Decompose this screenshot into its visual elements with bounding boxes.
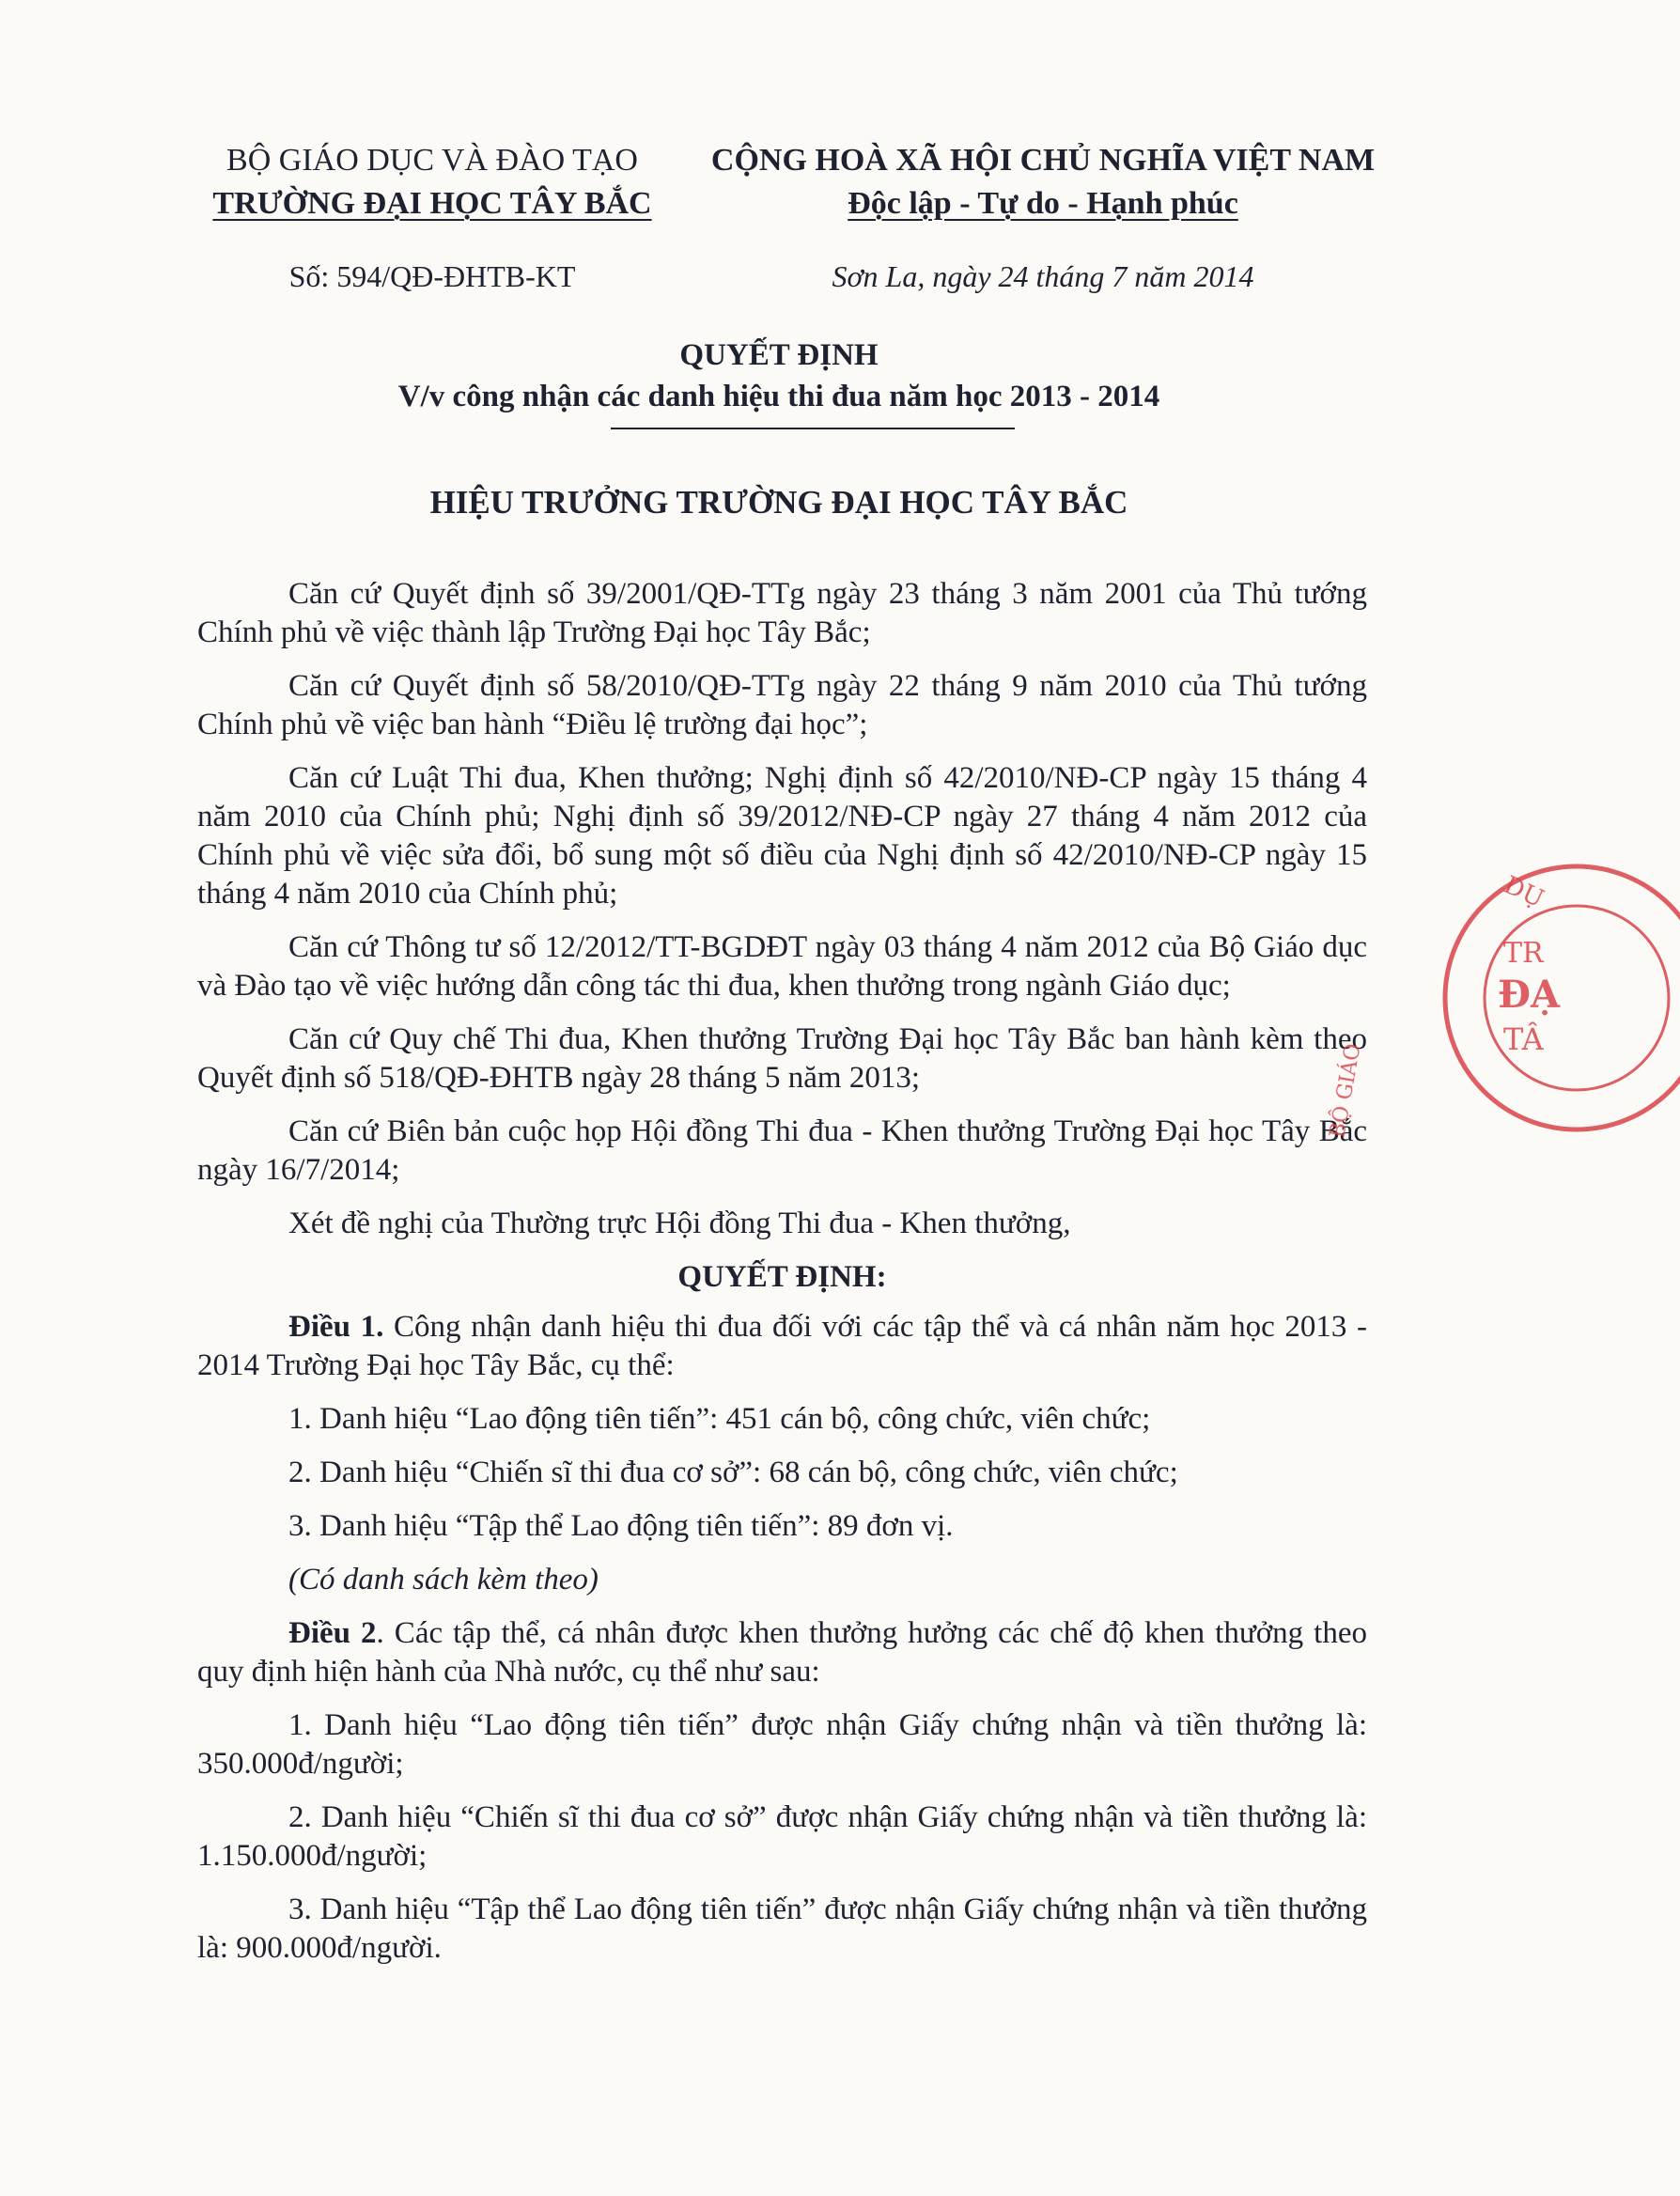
title-divider — [611, 428, 1015, 429]
legal-basis-4: Căn cứ Thông tư số 12/2012/TT-BGDĐT ngày 03 tháng 4 năm 2012 của Bộ Giáo dục và Đào tạo về việc hướng dẫn công tác thi đua, khen thưởng trong ngành Giáo dục; — [197, 930, 1367, 1003]
stamp-text-line1: TR — [1503, 937, 1544, 970]
legal-basis-2: Căn cứ Quyết định số 58/2010/QĐ-TTg ngày 22 tháng 9 năm 2010 của Thủ tướng Chính phủ về việc ban hành “Điều lệ trường đại học”; — [197, 669, 1367, 741]
university-name: TRƯỜNG ĐẠI HỌC TÂY BẮC — [212, 186, 652, 221]
article-1-item-1: 1. Danh hiệu “Lao động tiên tiến”: 451 cán bộ, công chức, viên chức; — [288, 1402, 1151, 1436]
article-1-text: Công nhận danh hiệu thi đua đối với các tập thể và cá nhân năm học 2013 - 2014 Trường Đại học Tây Bắc, cụ thể: — [197, 1310, 1367, 1382]
decision-heading: QUYẾT ĐỊNH: — [677, 1260, 887, 1294]
article-2-label: Điều 2 — [288, 1616, 377, 1650]
legal-basis-1: Căn cứ Quyết định số 39/2001/QĐ-TTg ngày 23 tháng 3 năm 2001 của Thủ tướng Chính phủ về việc thành lập Trường Đại học Tây Bắc; — [197, 577, 1367, 649]
article-2-item-3: 3. Danh hiệu “Tập thể Lao động tiên tiến” được nhận Giấy chứng nhận và tiền thưởng là: 900.000đ/người. — [197, 1892, 1367, 1965]
issuing-authority: HIỆU TRƯỞNG TRƯỜNG ĐẠI HỌC TÂY BẮC — [429, 484, 1128, 521]
article-1-item-3: 3. Danh hiệu “Tập thể Lao động tiên tiến”: 89 đơn vị. — [288, 1509, 954, 1543]
attachment-note: (Có danh sách kèm theo) — [288, 1563, 599, 1596]
article-2-item-1: 1. Danh hiệu “Lao động tiên tiến” được nhận Giấy chứng nhận và tiền thưởng là: 350.000đ/người; — [197, 1708, 1367, 1781]
document-type: QUYẾT ĐỊNH — [679, 338, 879, 372]
legal-basis-6: Căn cứ Biên bản cuộc họp Hội đồng Thi đua - Khen thưởng Trường Đại học Tây Bắc ngày 16/7/2014; — [197, 1114, 1367, 1187]
article-2-item-2: 2. Danh hiệu “Chiến sĩ thi đua cơ sở” được nhận Giấy chứng nhận và tiền thưởng là: 1.150.000đ/người; — [197, 1800, 1367, 1873]
country-name: CỘNG HOÀ XÃ HỘI CHỦ NGHĨA VIỆT NAM — [710, 143, 1376, 178]
red-seal-stamp — [1326, 857, 1680, 1141]
document-number: Số: 594/QĐ-ĐHTB-KT — [288, 259, 576, 293]
national-motto-block — [681, 139, 1405, 226]
stamp-text-line3: TÂ — [1503, 1021, 1544, 1057]
stamp-text-top: DỤ — [1499, 870, 1548, 914]
motto: Độc lập - Tự do - Hạnh phúc — [848, 186, 1238, 221]
document-body — [197, 575, 1367, 1983]
article-1-item-2: 2. Danh hiệu “Chiến sĩ thi đua cơ sở”: 68 cán bộ, công chức, viên chức; — [288, 1456, 1178, 1489]
place-date: Sơn La, ngày 24 tháng 7 năm 2014 — [832, 259, 1254, 293]
article-1-label: Điều 1. — [288, 1310, 384, 1344]
legal-basis-5: Căn cứ Quy chế Thi đua, Khen thưởng Trường Đại học Tây Bắc ban hành kèm theo Quyết định số 518/QĐ-ĐHTB ngày 28 tháng 5 năm 2013; — [197, 1022, 1367, 1095]
article-1 — [197, 1308, 1367, 1385]
article-2-text: . Các tập thể, cá nhân được khen thưởng hưởng các chế độ khen thưởng theo quy định hiện hành của Nhà nước, cụ thể như sau: — [197, 1616, 1367, 1689]
ministry-name: BỘ GIÁO DỤC VÀ ĐÀO TẠO — [226, 143, 638, 178]
proposal-statement: Xét đề nghị của Thường trực Hội đồng Thi đua - Khen thưởng, — [288, 1207, 1071, 1240]
stamp-text-left: BỘ GIÁO — [1326, 1041, 1366, 1141]
legal-basis-3: Căn cứ Luật Thi đua, Khen thưởng; Nghị định số 42/2010/NĐ-CP ngày 15 tháng 4 năm 2010 của Chính phủ; Nghị định số 39/2012/NĐ-CP ngày 27 tháng 4 năm 2012 của Chính phủ về việc sửa đổi, bổ sung một số điều của Nghị định số 42/2010/NĐ-CP ngày 15 tháng 4 năm 2010 của Chính phủ; — [197, 761, 1367, 911]
stamp-text-line2: ĐẠ — [1498, 973, 1560, 1017]
issuer-block — [188, 139, 677, 226]
document-subject: V/v công nhận các danh hiệu thi đua năm học 2013 - 2014 — [397, 380, 1160, 413]
article-2 — [197, 1614, 1367, 1691]
